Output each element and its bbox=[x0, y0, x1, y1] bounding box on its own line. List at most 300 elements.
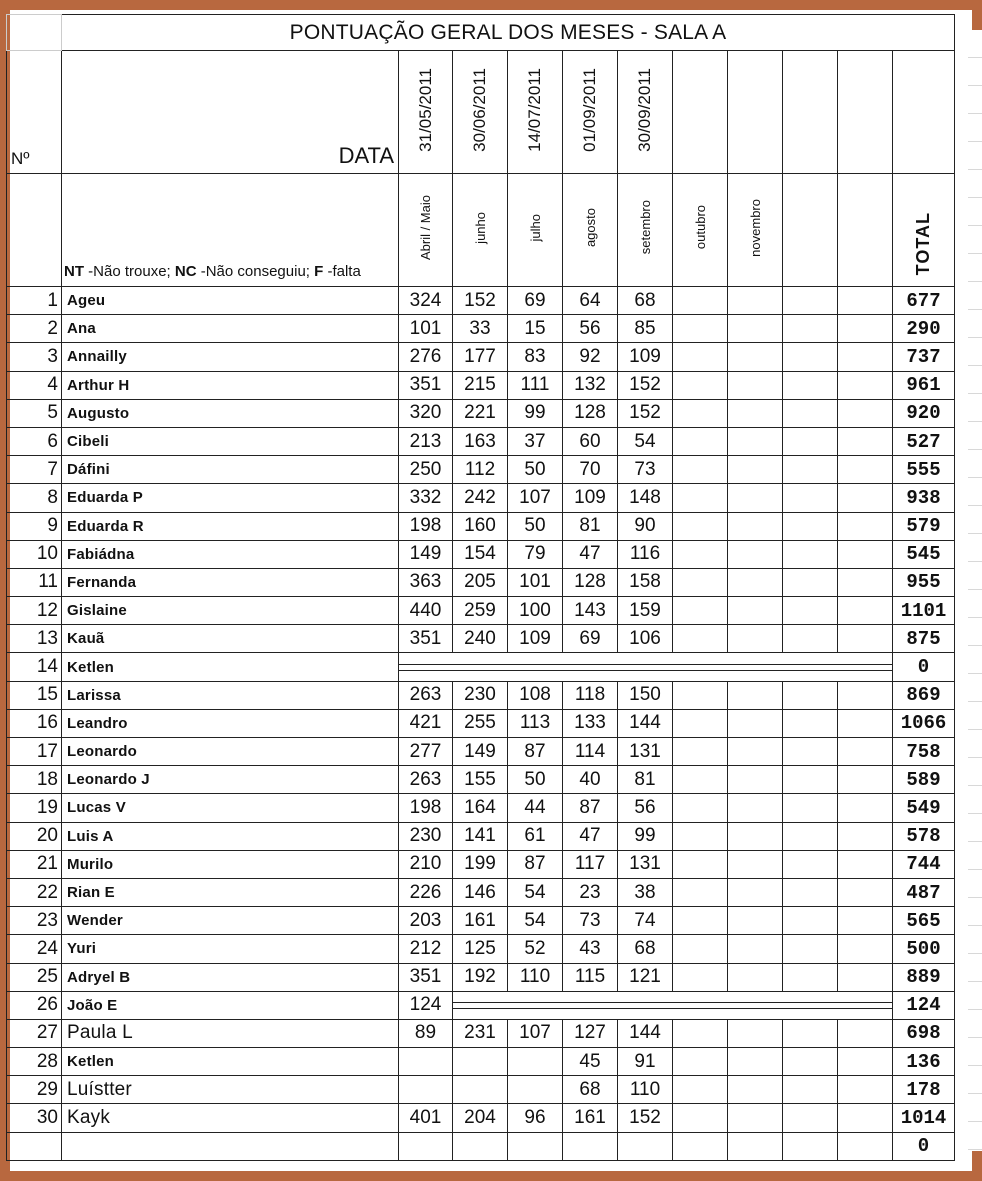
score-cell[interactable]: 64 bbox=[563, 287, 618, 315]
score-cell[interactable]: 73 bbox=[618, 456, 673, 484]
total-cell[interactable]: 920 bbox=[893, 399, 955, 427]
score-cell[interactable]: 69 bbox=[508, 287, 563, 315]
score-cell[interactable]: 101 bbox=[508, 568, 563, 596]
score-cell[interactable]: 363 bbox=[399, 568, 453, 596]
score-cell[interactable] bbox=[728, 850, 783, 878]
student-name-cell[interactable]: Arthur H bbox=[62, 371, 399, 399]
score-cell[interactable]: 351 bbox=[399, 625, 453, 653]
score-cell[interactable] bbox=[838, 794, 893, 822]
score-cell[interactable] bbox=[399, 1076, 453, 1104]
score-cell[interactable]: 110 bbox=[508, 963, 563, 991]
score-cell[interactable]: 192 bbox=[453, 963, 508, 991]
row-number-cell[interactable]: 23 bbox=[7, 907, 62, 935]
score-cell[interactable]: 132 bbox=[563, 371, 618, 399]
row-number-cell[interactable]: 5 bbox=[7, 399, 62, 427]
score-cell[interactable] bbox=[783, 1019, 838, 1047]
score-cell[interactable] bbox=[838, 427, 893, 455]
total-column-header[interactable] bbox=[893, 174, 955, 287]
score-cell[interactable] bbox=[673, 1132, 728, 1160]
student-name-cell[interactable]: Eduarda P bbox=[62, 484, 399, 512]
score-cell[interactable]: 118 bbox=[563, 681, 618, 709]
score-cell[interactable]: 92 bbox=[563, 343, 618, 371]
score-cell[interactable] bbox=[728, 681, 783, 709]
score-cell[interactable]: 125 bbox=[453, 935, 508, 963]
score-cell[interactable]: 50 bbox=[508, 456, 563, 484]
date-header-cell[interactable] bbox=[399, 51, 453, 174]
score-cell[interactable]: 198 bbox=[399, 512, 453, 540]
student-name-cell[interactable]: Murilo bbox=[62, 850, 399, 878]
score-cell[interactable] bbox=[783, 738, 838, 766]
score-cell[interactable]: 91 bbox=[618, 1048, 673, 1076]
score-cell[interactable]: 70 bbox=[563, 456, 618, 484]
score-cell[interactable]: 54 bbox=[618, 427, 673, 455]
score-cell[interactable] bbox=[673, 850, 728, 878]
row-number-cell[interactable]: 7 bbox=[7, 456, 62, 484]
total-cell[interactable]: 1014 bbox=[893, 1104, 955, 1132]
row-number-cell[interactable]: 16 bbox=[7, 709, 62, 737]
score-cell[interactable] bbox=[838, 568, 893, 596]
score-cell[interactable] bbox=[673, 287, 728, 315]
score-cell[interactable]: 277 bbox=[399, 738, 453, 766]
total-cell[interactable]: 579 bbox=[893, 512, 955, 540]
score-cell[interactable]: 37 bbox=[508, 427, 563, 455]
score-cell[interactable]: 45 bbox=[563, 1048, 618, 1076]
month-header-cell[interactable] bbox=[783, 174, 838, 287]
total-cell[interactable]: 555 bbox=[893, 456, 955, 484]
score-cell[interactable] bbox=[673, 822, 728, 850]
score-cell[interactable] bbox=[783, 399, 838, 427]
score-cell[interactable] bbox=[838, 343, 893, 371]
score-cell[interactable]: 351 bbox=[399, 963, 453, 991]
total-cell[interactable]: 737 bbox=[893, 343, 955, 371]
score-cell[interactable] bbox=[728, 766, 783, 794]
score-cell[interactable]: 177 bbox=[453, 343, 508, 371]
score-cell[interactable] bbox=[673, 878, 728, 906]
score-cell[interactable]: 87 bbox=[508, 738, 563, 766]
score-cell[interactable] bbox=[728, 935, 783, 963]
score-cell[interactable]: 213 bbox=[399, 427, 453, 455]
score-cell[interactable] bbox=[783, 512, 838, 540]
score-cell[interactable]: 60 bbox=[563, 427, 618, 455]
date-header-cell[interactable] bbox=[673, 51, 728, 174]
student-name-cell[interactable]: Lucas V bbox=[62, 794, 399, 822]
score-cell[interactable]: 152 bbox=[618, 399, 673, 427]
score-cell[interactable] bbox=[728, 794, 783, 822]
score-cell[interactable] bbox=[838, 512, 893, 540]
month-header-cell[interactable] bbox=[399, 174, 453, 287]
score-cell[interactable]: 131 bbox=[618, 850, 673, 878]
score-cell[interactable] bbox=[453, 1048, 508, 1076]
total-cell[interactable]: 549 bbox=[893, 794, 955, 822]
score-cell[interactable]: 141 bbox=[453, 822, 508, 850]
row-number-cell[interactable]: 25 bbox=[7, 963, 62, 991]
score-cell[interactable]: 68 bbox=[618, 935, 673, 963]
score-cell[interactable]: 89 bbox=[399, 1019, 453, 1047]
row-number-cell[interactable]: 13 bbox=[7, 625, 62, 653]
score-cell[interactable]: 133 bbox=[563, 709, 618, 737]
score-cell[interactable] bbox=[838, 766, 893, 794]
row-number-cell[interactable]: 26 bbox=[7, 991, 62, 1019]
score-cell[interactable] bbox=[728, 568, 783, 596]
score-cell[interactable]: 155 bbox=[453, 766, 508, 794]
score-cell[interactable]: 210 bbox=[399, 850, 453, 878]
score-cell[interactable] bbox=[563, 1132, 618, 1160]
score-cell[interactable]: 81 bbox=[563, 512, 618, 540]
row-number-cell[interactable]: 20 bbox=[7, 822, 62, 850]
score-cell[interactable] bbox=[838, 738, 893, 766]
score-cell[interactable]: 150 bbox=[618, 681, 673, 709]
score-cell[interactable] bbox=[838, 1104, 893, 1132]
row-number-cell[interactable]: 29 bbox=[7, 1076, 62, 1104]
score-cell[interactable] bbox=[728, 512, 783, 540]
score-cell[interactable]: 15 bbox=[508, 315, 563, 343]
score-cell[interactable] bbox=[673, 568, 728, 596]
score-cell[interactable] bbox=[838, 484, 893, 512]
score-cell[interactable] bbox=[783, 427, 838, 455]
score-cell[interactable] bbox=[838, 822, 893, 850]
student-name-cell[interactable]: Dáfini bbox=[62, 456, 399, 484]
score-cell[interactable]: 117 bbox=[563, 850, 618, 878]
score-cell[interactable]: 54 bbox=[508, 878, 563, 906]
row-number-cell[interactable]: 30 bbox=[7, 1104, 62, 1132]
score-cell[interactable]: 52 bbox=[508, 935, 563, 963]
score-cell[interactable]: 320 bbox=[399, 399, 453, 427]
score-cell[interactable] bbox=[838, 456, 893, 484]
total-cell[interactable]: 578 bbox=[893, 822, 955, 850]
total-cell[interactable]: 698 bbox=[893, 1019, 955, 1047]
score-cell[interactable]: 87 bbox=[508, 850, 563, 878]
score-cell[interactable]: 149 bbox=[399, 540, 453, 568]
score-cell[interactable] bbox=[728, 963, 783, 991]
score-cell[interactable] bbox=[783, 484, 838, 512]
date-header-cell[interactable] bbox=[563, 51, 618, 174]
score-cell[interactable] bbox=[838, 315, 893, 343]
score-cell[interactable] bbox=[728, 738, 783, 766]
student-name-cell[interactable]: Gislaine bbox=[62, 597, 399, 625]
row-number-cell[interactable]: 8 bbox=[7, 484, 62, 512]
score-cell[interactable] bbox=[728, 456, 783, 484]
score-cell[interactable]: 106 bbox=[618, 625, 673, 653]
score-cell[interactable]: 401 bbox=[399, 1104, 453, 1132]
score-cell[interactable] bbox=[838, 1048, 893, 1076]
score-cell[interactable] bbox=[783, 315, 838, 343]
score-cell[interactable] bbox=[728, 399, 783, 427]
row-number-cell[interactable] bbox=[7, 1132, 62, 1160]
score-cell[interactable] bbox=[783, 597, 838, 625]
row-number-cell[interactable]: 19 bbox=[7, 794, 62, 822]
score-cell[interactable] bbox=[838, 371, 893, 399]
score-cell[interactable]: 109 bbox=[508, 625, 563, 653]
score-cell[interactable] bbox=[728, 1048, 783, 1076]
score-cell[interactable] bbox=[728, 625, 783, 653]
score-cell[interactable]: 83 bbox=[508, 343, 563, 371]
date-header-cell[interactable] bbox=[783, 51, 838, 174]
student-name-cell[interactable]: Kauã bbox=[62, 625, 399, 653]
student-name-cell[interactable]: Ana bbox=[62, 315, 399, 343]
score-cell[interactable] bbox=[728, 822, 783, 850]
row-number-cell[interactable]: 2 bbox=[7, 315, 62, 343]
score-cell[interactable]: 109 bbox=[618, 343, 673, 371]
total-cell[interactable]: 938 bbox=[893, 484, 955, 512]
student-name-cell[interactable]: Adryel B bbox=[62, 963, 399, 991]
row-number-cell[interactable]: 12 bbox=[7, 597, 62, 625]
score-cell[interactable] bbox=[783, 850, 838, 878]
score-cell[interactable]: 148 bbox=[618, 484, 673, 512]
score-cell[interactable]: 44 bbox=[508, 794, 563, 822]
score-cell[interactable]: 127 bbox=[563, 1019, 618, 1047]
row-number-cell[interactable]: 9 bbox=[7, 512, 62, 540]
student-name-cell[interactable]: Ageu bbox=[62, 287, 399, 315]
score-cell[interactable] bbox=[783, 540, 838, 568]
score-cell[interactable] bbox=[728, 371, 783, 399]
row-number-cell[interactable]: 18 bbox=[7, 766, 62, 794]
total-cell[interactable]: 290 bbox=[893, 315, 955, 343]
score-cell[interactable]: 96 bbox=[508, 1104, 563, 1132]
score-cell[interactable]: 33 bbox=[453, 315, 508, 343]
score-cell[interactable] bbox=[673, 963, 728, 991]
score-cell[interactable]: 161 bbox=[453, 907, 508, 935]
score-cell[interactable]: 121 bbox=[618, 963, 673, 991]
score-cell[interactable]: 61 bbox=[508, 822, 563, 850]
score-cell[interactable]: 152 bbox=[453, 287, 508, 315]
date-header-cell[interactable] bbox=[728, 51, 783, 174]
student-name-cell[interactable]: Ketlen bbox=[62, 653, 399, 681]
score-cell[interactable]: 351 bbox=[399, 371, 453, 399]
score-cell[interactable]: 421 bbox=[399, 709, 453, 737]
student-name-cell[interactable]: Wender bbox=[62, 907, 399, 935]
score-cell[interactable] bbox=[453, 1076, 508, 1104]
total-cell[interactable]: 744 bbox=[893, 850, 955, 878]
score-cell[interactable] bbox=[508, 1076, 563, 1104]
month-header-cell[interactable] bbox=[673, 174, 728, 287]
score-cell[interactable]: 107 bbox=[508, 1019, 563, 1047]
score-cell[interactable] bbox=[838, 1019, 893, 1047]
student-name-cell[interactable]: Fabiádna bbox=[62, 540, 399, 568]
row-number-cell[interactable]: 6 bbox=[7, 427, 62, 455]
score-cell[interactable]: 100 bbox=[508, 597, 563, 625]
total-cell[interactable]: 869 bbox=[893, 681, 955, 709]
score-cell[interactable]: 128 bbox=[563, 568, 618, 596]
total-cell[interactable]: 124 bbox=[893, 991, 955, 1019]
total-cell[interactable]: 758 bbox=[893, 738, 955, 766]
score-cell[interactable] bbox=[728, 287, 783, 315]
row-number-cell[interactable]: 15 bbox=[7, 681, 62, 709]
score-cell[interactable]: 115 bbox=[563, 963, 618, 991]
score-cell[interactable] bbox=[783, 1104, 838, 1132]
score-cell[interactable]: 221 bbox=[453, 399, 508, 427]
score-cell[interactable]: 242 bbox=[453, 484, 508, 512]
student-name-cell[interactable]: Leonardo J bbox=[62, 766, 399, 794]
score-cell[interactable]: 152 bbox=[618, 1104, 673, 1132]
score-cell[interactable] bbox=[838, 963, 893, 991]
row-number-cell[interactable]: 11 bbox=[7, 568, 62, 596]
score-cell[interactable]: 47 bbox=[563, 540, 618, 568]
total-cell[interactable]: 955 bbox=[893, 568, 955, 596]
month-header-cell[interactable] bbox=[508, 174, 563, 287]
row-number-cell[interactable]: 14 bbox=[7, 653, 62, 681]
score-cell[interactable] bbox=[399, 1048, 453, 1076]
score-cell[interactable]: 250 bbox=[399, 456, 453, 484]
score-cell[interactable] bbox=[783, 1132, 838, 1160]
date-header-cell[interactable] bbox=[508, 51, 563, 174]
total-date-cell[interactable] bbox=[893, 51, 955, 174]
score-cell[interactable]: 68 bbox=[563, 1076, 618, 1104]
score-cell[interactable] bbox=[728, 343, 783, 371]
score-cell[interactable]: 160 bbox=[453, 512, 508, 540]
score-cell[interactable]: 143 bbox=[563, 597, 618, 625]
score-cell[interactable] bbox=[838, 1076, 893, 1104]
student-name-cell[interactable]: Leonardo bbox=[62, 738, 399, 766]
score-cell[interactable] bbox=[673, 1019, 728, 1047]
score-cell[interactable]: 230 bbox=[453, 681, 508, 709]
total-cell[interactable]: 0 bbox=[893, 653, 955, 681]
score-cell[interactable] bbox=[673, 456, 728, 484]
score-cell[interactable] bbox=[728, 597, 783, 625]
student-name-cell[interactable]: Rian E bbox=[62, 878, 399, 906]
score-cell[interactable]: 54 bbox=[508, 907, 563, 935]
score-cell[interactable]: 23 bbox=[563, 878, 618, 906]
score-cell[interactable]: 107 bbox=[508, 484, 563, 512]
total-cell[interactable]: 677 bbox=[893, 287, 955, 315]
score-cell[interactable] bbox=[783, 287, 838, 315]
score-cell[interactable]: 111 bbox=[508, 371, 563, 399]
score-cell[interactable]: 154 bbox=[453, 540, 508, 568]
score-cell[interactable] bbox=[783, 709, 838, 737]
score-cell[interactable]: 324 bbox=[399, 287, 453, 315]
score-cell[interactable]: 99 bbox=[618, 822, 673, 850]
score-cell[interactable] bbox=[673, 907, 728, 935]
date-header-cell[interactable] bbox=[838, 51, 893, 174]
row-number-cell[interactable]: 22 bbox=[7, 878, 62, 906]
score-cell[interactable]: 198 bbox=[399, 794, 453, 822]
score-cell[interactable] bbox=[673, 1076, 728, 1104]
score-cell[interactable]: 90 bbox=[618, 512, 673, 540]
score-cell[interactable]: 50 bbox=[508, 766, 563, 794]
score-cell[interactable] bbox=[838, 625, 893, 653]
student-name-cell[interactable]: Luis A bbox=[62, 822, 399, 850]
score-cell[interactable] bbox=[783, 371, 838, 399]
date-header-cell[interactable] bbox=[618, 51, 673, 174]
score-cell[interactable]: 149 bbox=[453, 738, 508, 766]
score-cell[interactable]: 79 bbox=[508, 540, 563, 568]
score-cell[interactable] bbox=[673, 512, 728, 540]
score-cell[interactable]: 163 bbox=[453, 427, 508, 455]
score-cell[interactable]: 230 bbox=[399, 822, 453, 850]
score-cell[interactable] bbox=[673, 399, 728, 427]
score-cell[interactable]: 146 bbox=[453, 878, 508, 906]
score-cell[interactable] bbox=[838, 399, 893, 427]
total-cell[interactable]: 527 bbox=[893, 427, 955, 455]
score-cell[interactable] bbox=[453, 1132, 508, 1160]
score-cell[interactable]: 81 bbox=[618, 766, 673, 794]
score-cell[interactable] bbox=[508, 1132, 563, 1160]
total-cell[interactable]: 565 bbox=[893, 907, 955, 935]
score-cell[interactable]: 131 bbox=[618, 738, 673, 766]
month-header-cell[interactable] bbox=[618, 174, 673, 287]
score-cell[interactable]: 87 bbox=[563, 794, 618, 822]
score-cell[interactable] bbox=[728, 427, 783, 455]
score-cell[interactable] bbox=[728, 315, 783, 343]
score-cell[interactable]: 110 bbox=[618, 1076, 673, 1104]
student-name-cell[interactable]: Kayk bbox=[62, 1104, 399, 1132]
score-cell[interactable]: 215 bbox=[453, 371, 508, 399]
score-cell[interactable] bbox=[783, 766, 838, 794]
score-cell[interactable] bbox=[673, 709, 728, 737]
score-cell[interactable] bbox=[838, 1132, 893, 1160]
score-cell[interactable]: 99 bbox=[508, 399, 563, 427]
month-header-cell[interactable] bbox=[838, 174, 893, 287]
score-cell[interactable]: 114 bbox=[563, 738, 618, 766]
total-cell[interactable]: 545 bbox=[893, 540, 955, 568]
total-cell[interactable]: 136 bbox=[893, 1048, 955, 1076]
total-cell[interactable]: 1101 bbox=[893, 597, 955, 625]
score-cell[interactable]: 40 bbox=[563, 766, 618, 794]
score-cell[interactable] bbox=[838, 935, 893, 963]
score-cell[interactable] bbox=[783, 568, 838, 596]
score-cell[interactable] bbox=[783, 1048, 838, 1076]
score-cell[interactable]: 144 bbox=[618, 1019, 673, 1047]
score-cell[interactable]: 263 bbox=[399, 766, 453, 794]
score-cell[interactable]: 50 bbox=[508, 512, 563, 540]
score-cell[interactable]: 158 bbox=[618, 568, 673, 596]
score-cell[interactable]: 332 bbox=[399, 484, 453, 512]
score-cell[interactable] bbox=[673, 625, 728, 653]
score-cell[interactable]: 73 bbox=[563, 907, 618, 935]
student-name-cell[interactable]: Paula L bbox=[62, 1019, 399, 1047]
score-cell[interactable] bbox=[838, 681, 893, 709]
score-cell[interactable] bbox=[673, 681, 728, 709]
score-cell[interactable] bbox=[673, 935, 728, 963]
student-name-cell[interactable]: Ketlen bbox=[62, 1048, 399, 1076]
score-cell[interactable]: 199 bbox=[453, 850, 508, 878]
score-cell[interactable] bbox=[783, 794, 838, 822]
student-name-cell[interactable] bbox=[62, 1132, 399, 1160]
student-name-cell[interactable]: Annailly bbox=[62, 343, 399, 371]
student-name-cell[interactable]: Yuri bbox=[62, 935, 399, 963]
score-cell[interactable] bbox=[673, 1104, 728, 1132]
score-cell[interactable]: 161 bbox=[563, 1104, 618, 1132]
row-number-cell[interactable]: 10 bbox=[7, 540, 62, 568]
score-cell[interactable]: 69 bbox=[563, 625, 618, 653]
score-cell[interactable]: 263 bbox=[399, 681, 453, 709]
row-number-cell[interactable]: 27 bbox=[7, 1019, 62, 1047]
score-cell[interactable]: 226 bbox=[399, 878, 453, 906]
score-cell[interactable]: 101 bbox=[399, 315, 453, 343]
score-cell[interactable] bbox=[783, 822, 838, 850]
student-name-cell[interactable]: João E bbox=[62, 991, 399, 1019]
student-name-cell[interactable]: Fernanda bbox=[62, 568, 399, 596]
score-cell[interactable]: 144 bbox=[618, 709, 673, 737]
score-cell[interactable] bbox=[673, 427, 728, 455]
row-number-cell[interactable]: 21 bbox=[7, 850, 62, 878]
score-cell[interactable]: 112 bbox=[453, 456, 508, 484]
row-number-cell[interactable]: 4 bbox=[7, 371, 62, 399]
score-cell[interactable]: 152 bbox=[618, 371, 673, 399]
student-name-cell[interactable]: Leandro bbox=[62, 709, 399, 737]
student-name-cell[interactable]: Luístter bbox=[62, 1076, 399, 1104]
score-cell[interactable] bbox=[783, 907, 838, 935]
score-cell[interactable]: 56 bbox=[618, 794, 673, 822]
score-cell[interactable] bbox=[838, 907, 893, 935]
score-cell[interactable]: 204 bbox=[453, 1104, 508, 1132]
score-cell[interactable] bbox=[728, 907, 783, 935]
date-header-cell[interactable] bbox=[453, 51, 508, 174]
score-cell[interactable] bbox=[673, 1048, 728, 1076]
score-cell[interactable] bbox=[673, 794, 728, 822]
total-cell[interactable]: 961 bbox=[893, 371, 955, 399]
score-cell[interactable]: 205 bbox=[453, 568, 508, 596]
student-name-cell[interactable]: Eduarda R bbox=[62, 512, 399, 540]
